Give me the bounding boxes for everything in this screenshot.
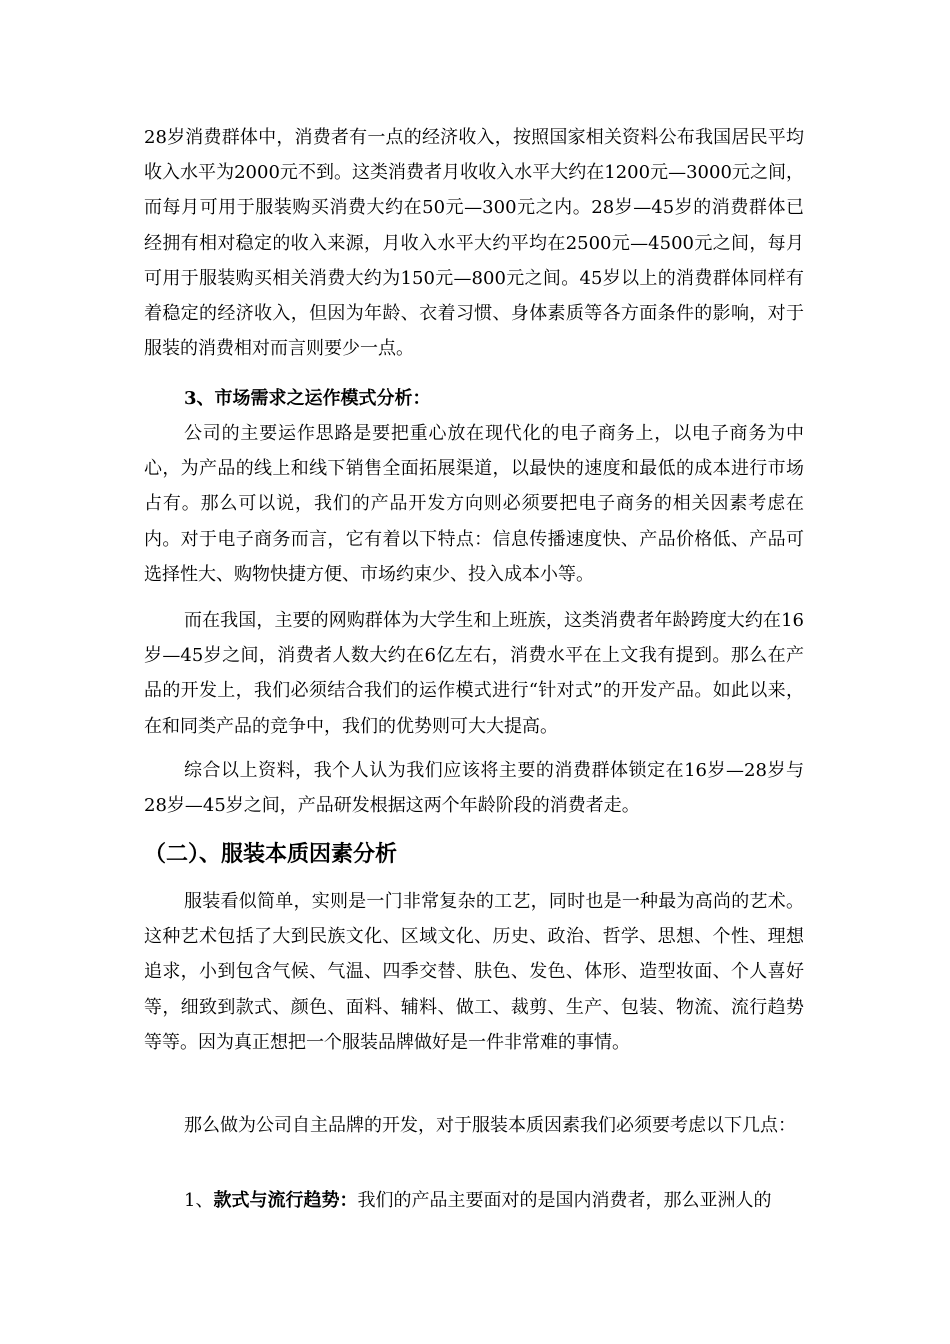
list-item-title: 款式与流行趋势： [213,1190,358,1211]
paragraph-income-levels: 28岁消费群体中，消费者有一点的经济收入，按照国家相关资料公布我国居民平均收入水平为2000元不到。这类消费者月收收入水平大约在1200元—3000元之间，而每月可用于服装购买消费大约在50元—300元之内。28岁—45岁的消费群体已经拥有相对稳定的收入来源，月收入水平大约平均在2500元—4500元之间，每月可用于服装购买相关消费大约为150元—800元之间。45岁以上的消费群体同样有着稳定的经济收入，但因为年龄、衣着习惯、身体素质等各方面条件的影响，对于服装的消费相对而言则要少一点。 [144,127,804,360]
list-number: 1、 [184,1190,214,1211]
paragraph-operation-mode: 公司的主要运作思路是要把重心放在现代化的电子商务上，以电子商务为中心，为产品的线上和线下销售全面拓展渠道，以最快的速度和最低的成本进行市场占有。那么可以说，我们的产品开发方向则必须要把电子商务的相关因素考虑在内。对于电子商务而言，它有着以下特点：信息传播速度快、产品价格低、产品可选择性大、购物快捷方便、市场约束少、投入成本小等。 [144,423,804,585]
section-2-heading: （二）、服装本质因素分析 [144,841,398,867]
paragraph-conclusion: 综合以上资料，我个人认为我们应该将主要的消费群体锁定在16岁—28岁与28岁—45岁之间，产品研发根据这两个年龄阶段的消费者走。 [144,760,804,817]
paragraph-online-shoppers: 而在我国，主要的网购群体为大学生和上班族，这类消费者年龄跨度大约在16岁—45岁之间，消费者人数大约在6亿左右，消费水平在上文我有提到。那么在产品的开发上，我们必须结合我们的运作模式进行“针对式”的开发产品。如此以来，在和同类产品的竞争中，我们的优势则可大大提高。 [144,610,804,737]
list-item-text: 我们的产品主要面对的是国内消费者，那么亚洲人的 [357,1190,772,1211]
section-3-heading: 3、市场需求之运作模式分析： [184,388,431,409]
paragraph-clothing-art: 服装看似简单，实则是一门非常复杂的工艺，同时也是一种最为高尚的艺术。这种艺术包括了大到民族文化、区域文化、历史、政治、哲学、思想、个性、理想追求，小到包含气候、气温、四季交替、肤色、发色、体形、造型妆面、个人喜好等，细致到款式、颜色、面料、辅料、做工、裁剪、生产、包装、物流、流行趋势等等。因为真正想把一个服装品牌做好是一件非常难的事情。 [144,891,804,1053]
paragraph-brand-factors: 那么做为公司自主品牌的开发，对于服装本质因素我们必须要考虑以下几点： [184,1115,796,1136]
paragraph-style-trends [144,1183,804,1218]
